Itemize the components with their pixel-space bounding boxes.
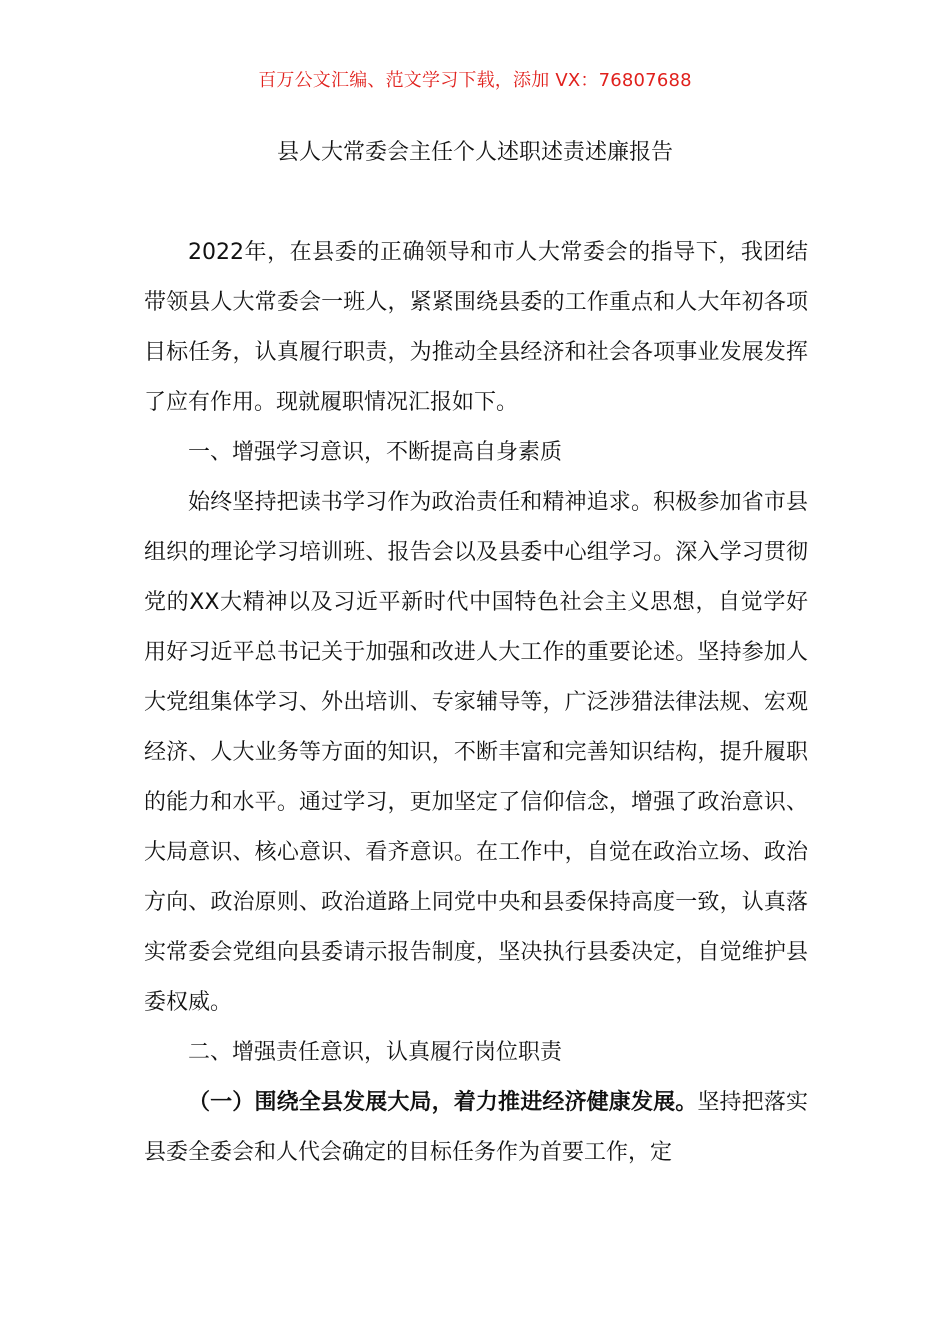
paragraph-intro: 2022年，在县委的正确领导和市人大常委会的指导下，我团结带领县人大常委会一班人，紧紧围绕县委的工作重点和人大年初各项目标任务，认真履行职责，为推动全县经济和社会各项事业发展发挥了应有作用。现就履职情况汇报如下。 <box>144 240 808 415</box>
section-heading-2: 二、增强责任意识，认真履行岗位职责 <box>188 1040 563 1065</box>
subsection-heading-1: （一）围绕全县发展大局，着力推进经济健康发展。 <box>188 1090 698 1115</box>
document-title: 县人大常委会主任个人述职述责述廉报告 <box>276 140 673 165</box>
watermark-banner: 百万公文汇编、范文学习下载，添加 VX：76807688 <box>258 70 692 91</box>
paragraph-economy <box>144 1078 808 1178</box>
section-heading-1: 一、增强学习意识，不断提高自身素质 <box>188 440 563 465</box>
paragraph-economy-text: 坚持把落实县委全委会和人代会确定的目标任务作为首要工作，定 <box>144 1090 808 1165</box>
paragraph-study: 始终坚持把读书学习作为政治责任和精神追求。积极参加省市县组织的理论学习培训班、报告会以及县委中心组学习。深入学习贯彻党的XX大精神以及习近平新时代中国特色社会主义思想，自觉学好用好习近平总书记关于加强和改进人大工作的重要论述。坚持参加人大党组集体学习、外出培训、专家辅导等，广泛涉猎法律法规、宏观经济、人大业务等方面的知识，不断丰富和完善知识结构，提升履职的能力和水平。通过学习，更加坚定了信仰信念，增强了政治意识、大局意识、核心意识、看齐意识。在工作中，自觉在政治立场、政治方向、政治原则、政治道路上同党中央和县委保持高度一致，认真落实常委会党组向县委请示报告制度，坚决执行县委决定，自觉维护县委权威。 <box>144 490 808 1015</box>
document-body <box>144 228 808 1178</box>
